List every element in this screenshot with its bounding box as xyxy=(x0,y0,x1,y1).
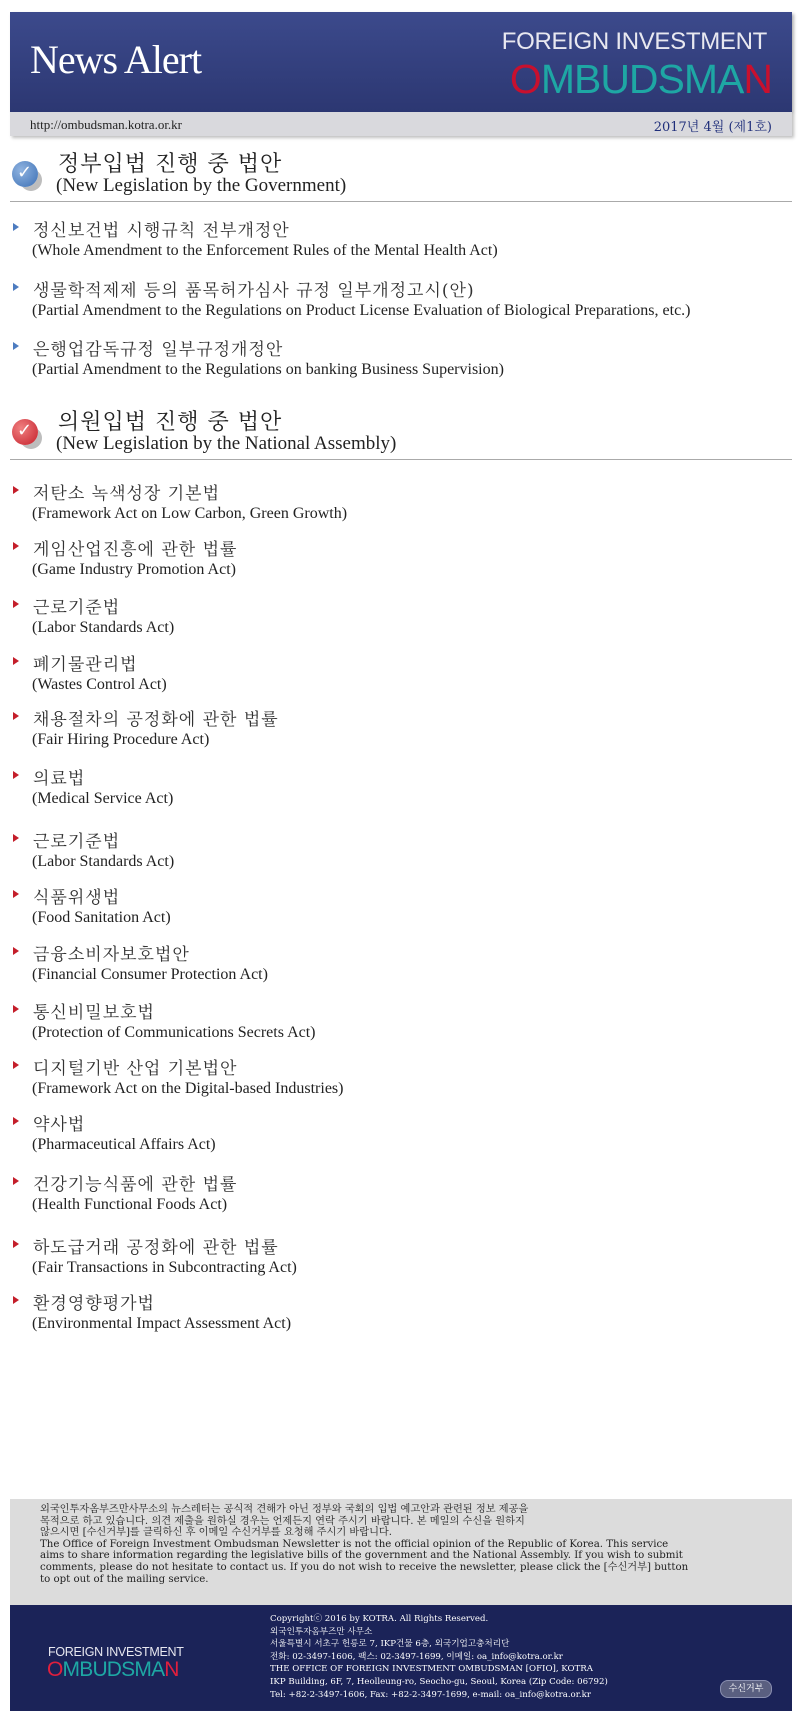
bullet-icon xyxy=(13,1177,19,1185)
contact-en: Tel: +82-2-3497-1606, Fax: +82-2-3497-1699, e-mail: oa_info@kotra.or.kr xyxy=(270,1689,591,1700)
notice-text: 않으시면 [수신거부]를 클릭하신 후 이메일 수신거부를 요청해 주시기 바랍니다. xyxy=(40,1527,393,1539)
bullet-icon xyxy=(13,542,19,550)
site-url-link[interactable]: http://ombudsman.kotra.or.kr xyxy=(30,117,183,132)
logo-letter-n: N xyxy=(164,1658,179,1681)
office-name-ko: 외국인투자옴부즈만 사무소 xyxy=(270,1626,373,1637)
notice-text: aims to share information regarding the legislative bills of the government and the National Assembly. If you wish to submit xyxy=(40,1550,683,1562)
section-na-title-ko: 의원입법 진행 중 법안 xyxy=(58,410,283,435)
footer-logo-line1: FOREIGN INVESTMENT xyxy=(48,1645,184,1659)
bullet-icon xyxy=(13,657,19,665)
footer-ombudsman-logo xyxy=(47,1658,179,1682)
notice-text: 목적으로 하고 있습니다. 의견 제출을 원하실 경우는 언제든지 연락 주시기 바랍니다. 본 메일의 수신을 원하지 xyxy=(40,1515,525,1527)
bullet-icon xyxy=(13,1005,19,1013)
issue-date: 2017년 4월 (제1호) xyxy=(653,120,772,135)
bullet-icon xyxy=(13,1240,19,1248)
notice-text: to opt out of the mailing service. xyxy=(40,1573,209,1585)
ombudsman-logo xyxy=(510,56,772,103)
contact-ko: 전화: 02-3497-1606, 팩스: 02-3497-1699, 이메일: oa_info@kotra.or.kr xyxy=(270,1651,563,1662)
section-na-title-en: (New Legislation by the National Assembly) xyxy=(56,433,397,454)
bullet-icon xyxy=(13,1061,19,1069)
logo-letters-mid: MBUDSMA xyxy=(540,56,744,102)
bullet-icon xyxy=(13,283,19,291)
blue-check-icon: ✓ xyxy=(12,161,38,187)
bullet-icon xyxy=(13,890,19,898)
bullet-icon xyxy=(13,600,19,608)
notice-text: 외국인투자옴부즈만사무소의 뉴스레터는 공식적 견해가 아닌 정부와 국회의 입법 예고안과 관련된 정보 제공을 xyxy=(40,1504,529,1515)
copyright-text: Copyrightⓒ 2016 by KOTRA. All Rights Reserved. xyxy=(270,1614,489,1624)
bullet-icon xyxy=(13,834,19,842)
page-title: News Alert xyxy=(30,37,202,82)
bullet-icon xyxy=(13,947,19,955)
section-gov-title-ko: 정부입법 진행 중 법안 xyxy=(58,152,283,177)
address-en: IKP Building, 6F, 7, Heolleung-ro, Seocho-gu, Seoul, Korea (Zip Code: 06792) xyxy=(270,1676,608,1687)
logo-line1: FOREIGN INVESTMENT xyxy=(501,28,767,55)
bullet-icon xyxy=(13,1117,19,1125)
divider xyxy=(10,459,792,460)
divider xyxy=(10,201,792,202)
section-gov-title-en: (New Legislation by the Government) xyxy=(56,175,347,196)
notice-text: comments, please do not hesitate to contact us. If you do not wish to receive the newsletter, please click the [수신거부] button xyxy=(40,1561,689,1573)
address-ko: 서울특별시 서초구 헌릉로 7, IKP건물 6층, 외국기업고충처리단 xyxy=(270,1639,510,1650)
bullet-icon xyxy=(13,1296,19,1304)
contact-info xyxy=(270,1613,608,1701)
footer xyxy=(10,1605,792,1711)
url-bar xyxy=(10,112,792,136)
logo-letter-o: O xyxy=(509,56,541,102)
logo-letter-n: N xyxy=(743,56,772,102)
newsletter: News Alert FOREIGN INVESTMENT OMBUDSMAN http://ombudsman.kotra.or.kr 2017년 4월 (제1호) ✓ 정부입법 진행 중 법안 (New Legislation by the Government) 정신보건법 시행규칙 전부개정안 (Whole Amendment to the Enforcement Rules of the Mental Health Act) 생물학적제제 등의 품목허가심사 규정 일부개정고시(안) (Partial Amendment to the Regulations on Product License Evaluation of Biological Preparations, etc.) 은행업감독규정 일부규정개정안 (Partial Amendment to the Regulations on banking Business Supervision) ✓ 의원입법 진행 중 법안 (New Legislation by the National Assembly) 저탄소 녹색성장 기본법 (Framework Act on Low Carbon, Green Growth) 게임산업진흥에 관한 법률 (Game Industry Promotion Act) 근로기준법 (Labor Standards Act) 폐기물관리법 (Wastes Control Act) 채용절차의 공정화에 관한 법률 (Fair Hiring Procedure Act) 의료법 (Medical Service Act) 근로기준법 (Labor Standards Act) 식품위생법 (Food Sanitation Act) 금융소비자보호법안 (Financial Consumer Protection Act) 통신비밀보호법 (Protection of Communications Secrets Act) 디지털기반 산업 기본법안 (Framework Act on the Digital-based Industries) 약사법 (Pharmaceutical Affairs Act) 건강기능식품에 관한 법률 (Health Functional Foods Act) 하도급거래 공정화에 관한 법률 (Fair Transactions in Subcontracting Act) 환경영향평가법 (Environmental Impact Assessment Act) 외국인투자옴부즈만사무소의 뉴스레터는 공식적 견해가 아닌 정부와 국회의 입법 예고안과 관련된 정보 제공을 목적으로 하고 있습니다. 의견 제출을 원하실 경우는 언제든지 연락 주시기 바랍니다. 본 메일의 수신을 원하지 않으시면 [수신거부]를 클릭하신 후 이메일 수신거부를 요청해 주시기 바랍니다. The Office of Foreign Investment Ombudsman Newsletter is not the official opinion of the Republic of Korea. This service aims to share information regarding the legislative bills of the government and the National Assembly. If you wish to submit comments, please do not hesitate to contact us. If you do not wish to receive the newsletter, please click the [수신거부] button to opt out of the mailing service. FOREIGN INVESTMENT OMBUDSMAN Copyrightⓒ 2016 by KOTRA. All Rights Reserved. 외국인투자옴부즈만 사무소 서울특별시 서초구 헌릉로 7, IKP건물 6층, 외국기업고충처리단 전화: 02-3497-1606, 팩스: 02-3497-1699, 이메일: oa_info@kotra.or.kr THE OFFICE OF FOREIGN INVESTMENT OMBUDSMAN [OFIO], KOTRA IKP Building, 6F, 7, Heolleung-ro, Seocho-gu, Seoul, Korea (Zip Code: 06792) Tel: +82-2-3497-1606, Fax: +82-2-3497-1699, e-mail: oa_info@kotra.or.kr 수신거부 xyxy=(10,12,792,1712)
logo-letters-mid: MBUDSMA xyxy=(62,1658,165,1681)
unsubscribe-button[interactable]: 수신거부 xyxy=(720,1680,772,1698)
red-check-icon: ✓ xyxy=(12,419,38,445)
bullet-icon xyxy=(13,712,19,720)
bullet-icon xyxy=(13,486,19,494)
bullet-icon xyxy=(13,223,19,231)
office-name-en: THE OFFICE OF FOREIGN INVESTMENT OMBUDSMAN [OFIO], KOTRA xyxy=(270,1664,593,1675)
bullet-icon xyxy=(13,342,19,350)
notice-text: The Office of Foreign Investment Ombudsman Newsletter is not the official opinion of the Republic of Korea. This service xyxy=(40,1538,669,1550)
bullet-icon xyxy=(13,771,19,779)
logo-letter-o: O xyxy=(47,1658,63,1681)
header-banner xyxy=(10,12,792,112)
disclaimer-notice xyxy=(10,1499,792,1605)
